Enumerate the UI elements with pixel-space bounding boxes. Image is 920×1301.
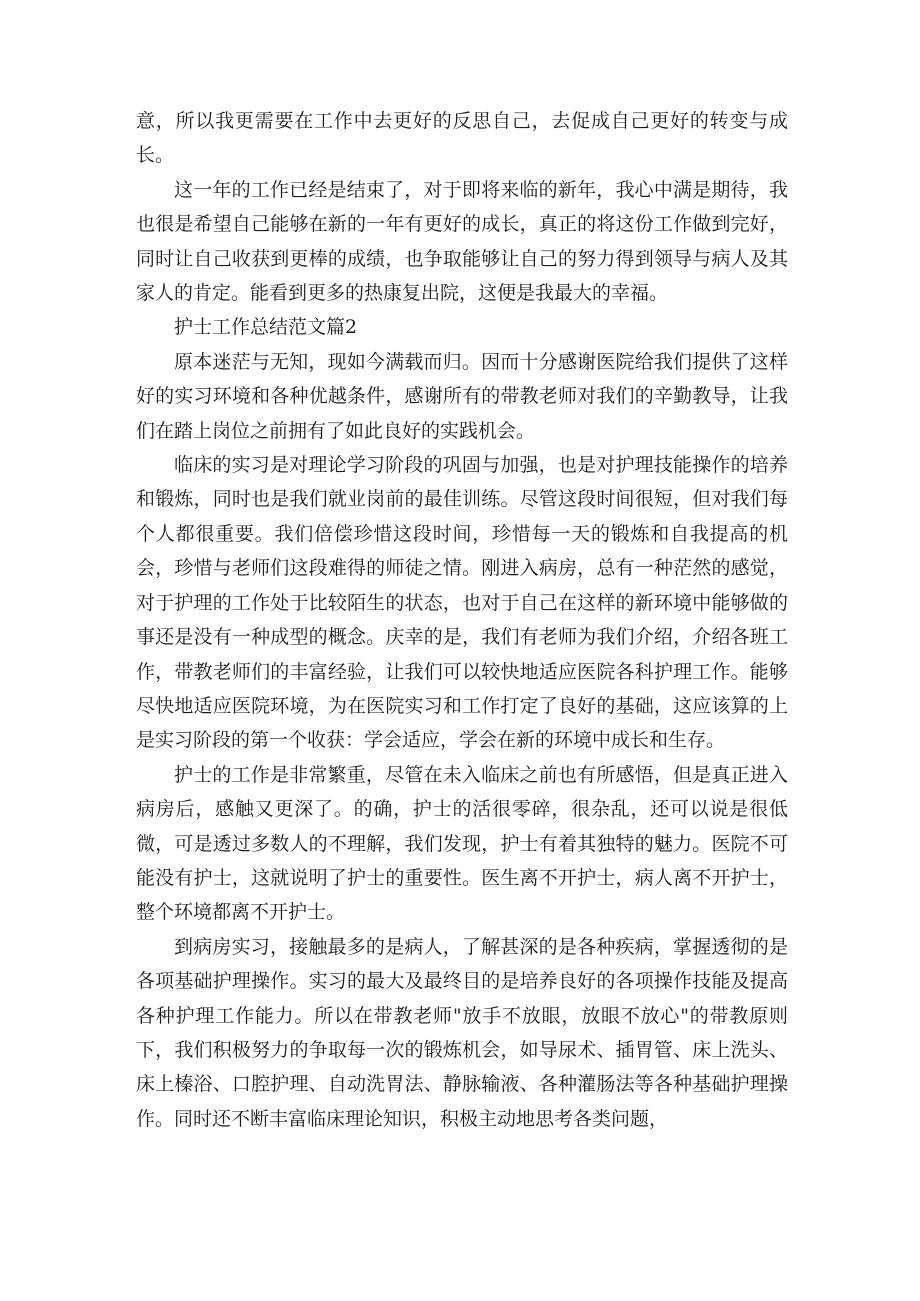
paragraph-nurse-work: 护士的工作是非常繁重，尽管在未入临床之前也有所感悟，但是真正进入病房后，感触又更深了。的确，护士的活很零碎，很杂乱，还可以说是很低微，可是透过多数人的不理解，我们发现，护士有着其独特的魅力。医院不可能没有护士，这就说明了护士的重要性。医生离不开护士，病人离不开护士，整个环境都离不开护士。 [136, 763, 788, 924]
paragraph-continuation: 意，所以我更需要在工作中去更好的反思自己，去促成自己更好的转变与成长。 [136, 110, 788, 167]
paragraph-clinical-practice: 临床的实习是对理论学习阶段的巩固与加强，也是对护理技能操作的培养和锻炼，同时也是我们就业岗前的最佳训练。尽管这段时间很短，但对我们每个人都很重要。我们倍偿珍惜这段时间，珍惜每一天的锻炼和自我提高的机会，珍惜与老师们这段难得的师徒之情。刚进入病房，总有一种茫然的感觉，对于护理的工作处于比较陌生的状态，也对于自己在这样的新环境中能够做的事还是没有一种成型的概念。庆幸的是，我们有老师为我们介绍，介绍各班工作，带教老师们的丰富经验，让我们可以较快地适应医院各科护理工作。能够尽快地适应医院环境，为在医院实习和工作打定了良好的基础，这应该算的上是实习阶段的第一个收获：学会适应，学会在新的环境中成长和生存。 [136, 454, 788, 752]
paragraph-new-year: 这一年的工作已经是结束了，对于即将来临的新年，我心中满是期待，我也很是希望自己能够在新的一年有更好的成长，真正的将这份工作做到完好，同时让自己收获到更棒的成绩，也争取能够让自己的努力得到领导与病人及其家人的肯定。能看到更多的热康复出院，这便是我最大的幸福。 [136, 178, 788, 305]
paragraph-intro: 原本迷茫与无知，现如今满载而归。因而十分感谢医院给我们提供了这样好的实习环境和各种优越条件，感谢所有的带教老师对我们的辛勤教导，让我们在踏上岗位之前拥有了如此良好的实践机会。 [136, 350, 788, 442]
document-body [136, 104, 788, 1136]
section-heading: 护士工作总结范文篇2 [174, 316, 358, 339]
paragraph-ward-practice: 到病房实习，接触最多的是病人，了解甚深的是各种疾病，掌握透彻的是各项基础护理操作。实习的最大及最终目的是培养良好的各项操作技能及提高各种护理工作能力。所以在带教老师"放手不放眼，放眼不放心"的带教原则下，我们积极努力的争取每一次的锻炼机会，如导尿术、插胃管、床上洗头、床上榛浴、口腔护理、自动洗胃法、静脉输液、各种灌肠法等各种基础护理操作。同时还不断丰富临床理论知识，积极主动地思考各类问题， [136, 935, 788, 1130]
